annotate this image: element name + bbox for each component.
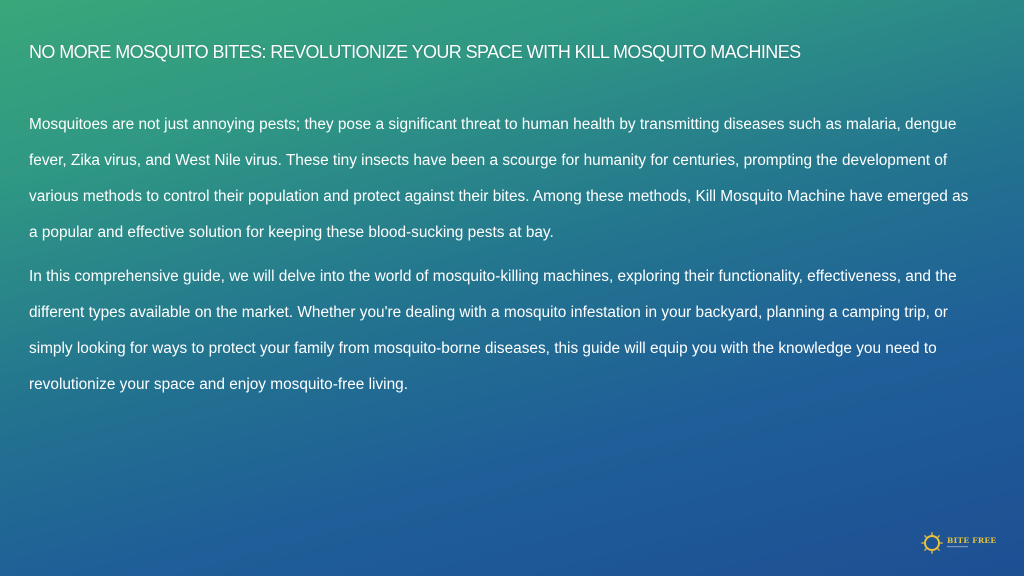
brand-logo <box>921 531 1011 555</box>
logo-name: BITE FREE <box>947 535 997 545</box>
paragraph-guide: In this comprehensive guide, we will delve into the world of mosquito-killing machines, exploring their functionality, effectiveness, and the different types available on the market. Whether you're dealing with a mosquito infestation in your backyard, planning a camping trip, or simply looking for ways to protect your family from mosquito-borne diseases, this guide will equip you with the knowledge you need to revolutionize your space and enjoy mosquito-free living. <box>29 268 957 393</box>
paragraph-intro: Mosquitoes are not just annoying pests; they pose a significant threat to human health by transmitting diseases such as malaria, dengue fever, Zika virus, and West Nile virus. These tiny insects have been a scourge for humanity for centuries, prompting the development of various methods to control their population and protect against their bites. Among these methods, Kill Mosquito Machine have emerged as a popular and effective solution for keeping these blood-sucking pests at bay. <box>29 116 969 241</box>
logo-tagline-graphic: ━━━━━━━━━━ <box>947 545 969 549</box>
slide-title: NO MORE MOSQUITO BITES: REVOLUTIONIZE YOUR SPACE WITH KILL MOSQUITO MACHINES <box>29 42 801 62</box>
slide-body <box>29 107 979 403</box>
logo-wordmark <box>947 537 996 550</box>
sun-ring-icon <box>921 532 943 554</box>
